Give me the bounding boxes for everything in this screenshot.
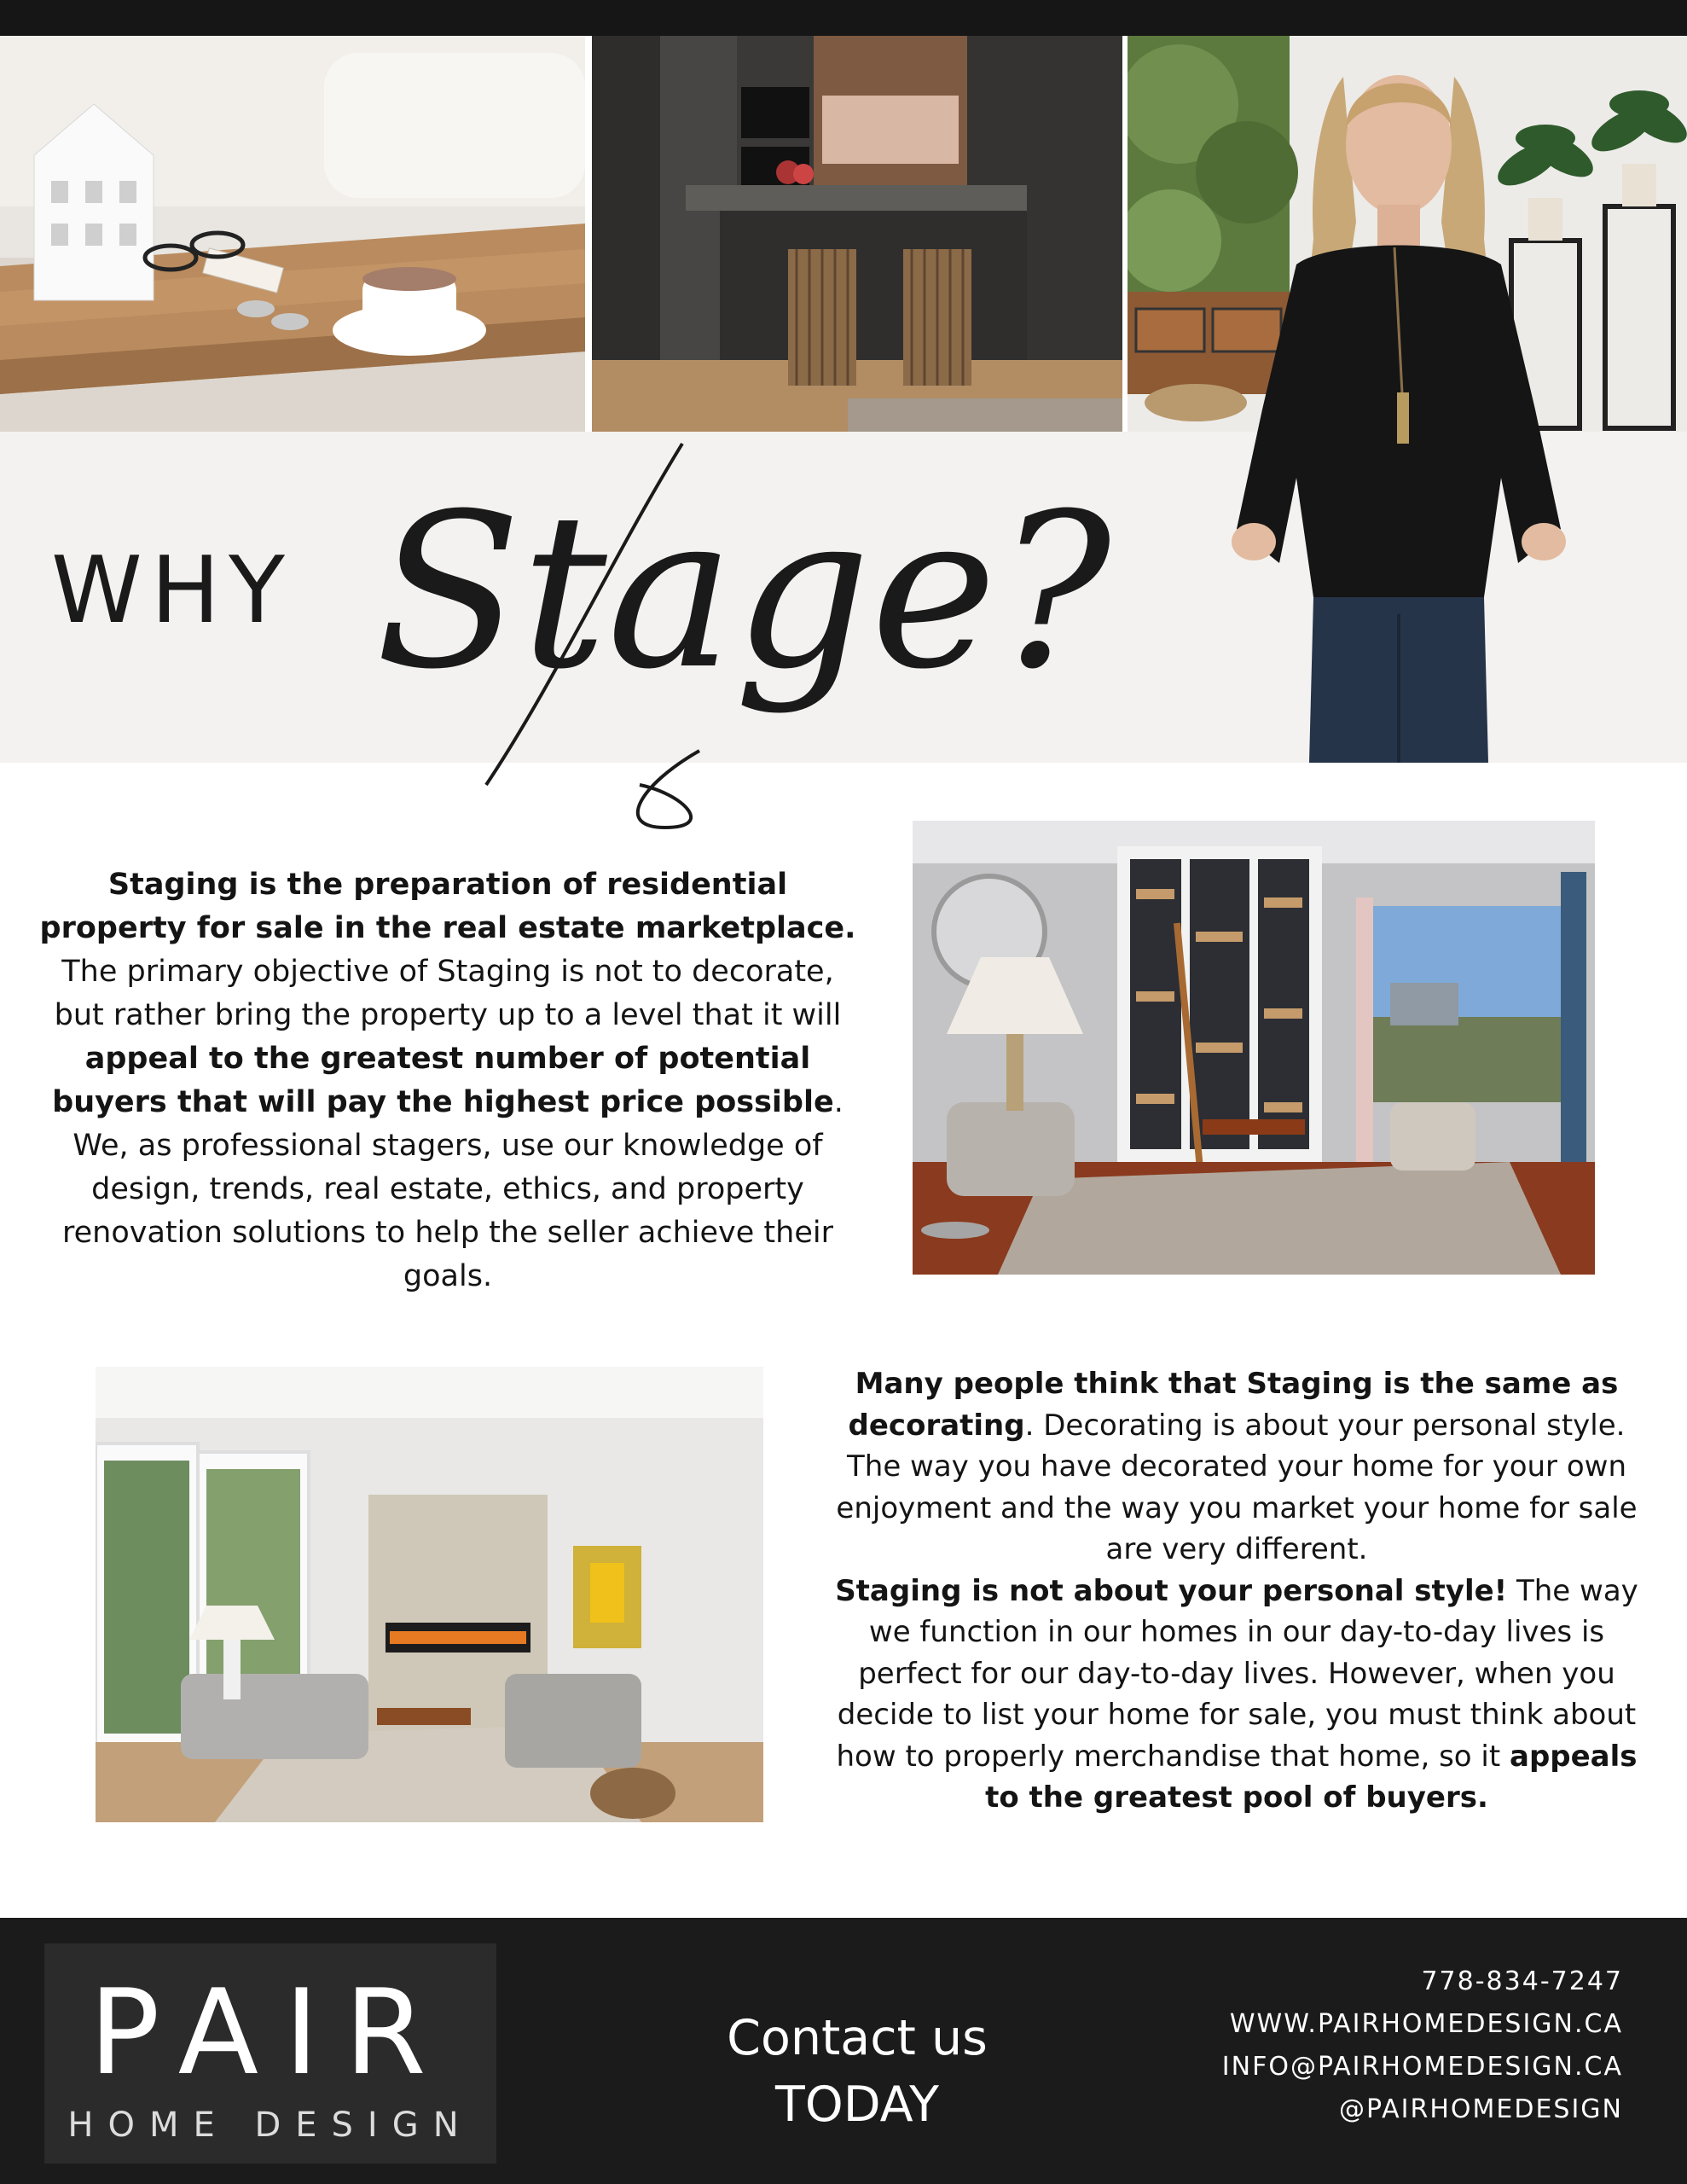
stage-script-heading	[358, 427, 1126, 836]
decorating-text-2: The way we function in our homes in our day-to-day lives is perfect for our day-to-day lives. However, when you decide to list your home for sale, you must think about how to properly merchandise that home, so it	[836, 1573, 1638, 1774]
logo-main-text: PAIR	[89, 1964, 452, 2101]
top-bar	[0, 0, 1687, 36]
hero-heading-why: WHY	[51, 537, 293, 644]
decorating-bold-2: Staging is not about your personal style!	[835, 1573, 1508, 1608]
intro-paragraph	[34, 863, 861, 1298]
stage-script-text: Stage?	[375, 468, 1111, 716]
pair-logo	[44, 1943, 496, 2164]
contact-info	[1222, 1960, 1623, 2131]
logo-sub-text: HOME DESIGN	[67, 2106, 473, 2145]
library-living-room-photo	[913, 821, 1595, 1275]
contact-phone[interactable]: 778-834-7247	[1421, 1966, 1623, 1996]
decorating-bold-3: appeals to the greatest pool of buyers.	[985, 1739, 1638, 1815]
fireplace-living-room-photo	[96, 1367, 763, 1822]
contact-website[interactable]: WWW.PAIRHOMEDESIGN.CA	[1229, 2009, 1623, 2039]
decorating-text-1: . Decorating is about your personal style. The way you have decorated your home for your own enjoyment and the way you market your home for sale are very different.	[836, 1408, 1638, 1566]
contact-email[interactable]: INFO@PAIRHOMEDESIGN.CA	[1221, 2052, 1623, 2082]
coffee-table-photo	[0, 36, 585, 432]
kitchen-photo	[592, 36, 1122, 432]
contact-cta	[674, 2005, 1041, 2138]
cta-line-2: TODAY	[775, 2077, 939, 2133]
designer-portrait	[1194, 51, 1638, 763]
intro-bold-2: appeal to the greatest number of potential buyers that will pay the highest price possible	[52, 1042, 834, 1119]
intro-bold-1: Staging is the preparation of residential property for sale in the real estate marketplace.	[39, 868, 856, 945]
contact-social[interactable]: @PAIRHOMEDESIGN	[1338, 2094, 1623, 2124]
decorating-bold-1: Many people think that Staging is the same as decorating	[848, 1367, 1619, 1443]
decorating-paragraph	[827, 1363, 1646, 1819]
intro-text-1: The primary objective of Staging is not to decorate, but rather bring the property up to a level that it will	[54, 955, 842, 1032]
intro-text-2: . We, as professional stagers, use our knowledge of design, trends, real estate, ethics, and property renovation solutions to help the seller achieve their goals.	[62, 1085, 844, 1293]
cta-line-1: Contact us	[727, 2010, 988, 2066]
